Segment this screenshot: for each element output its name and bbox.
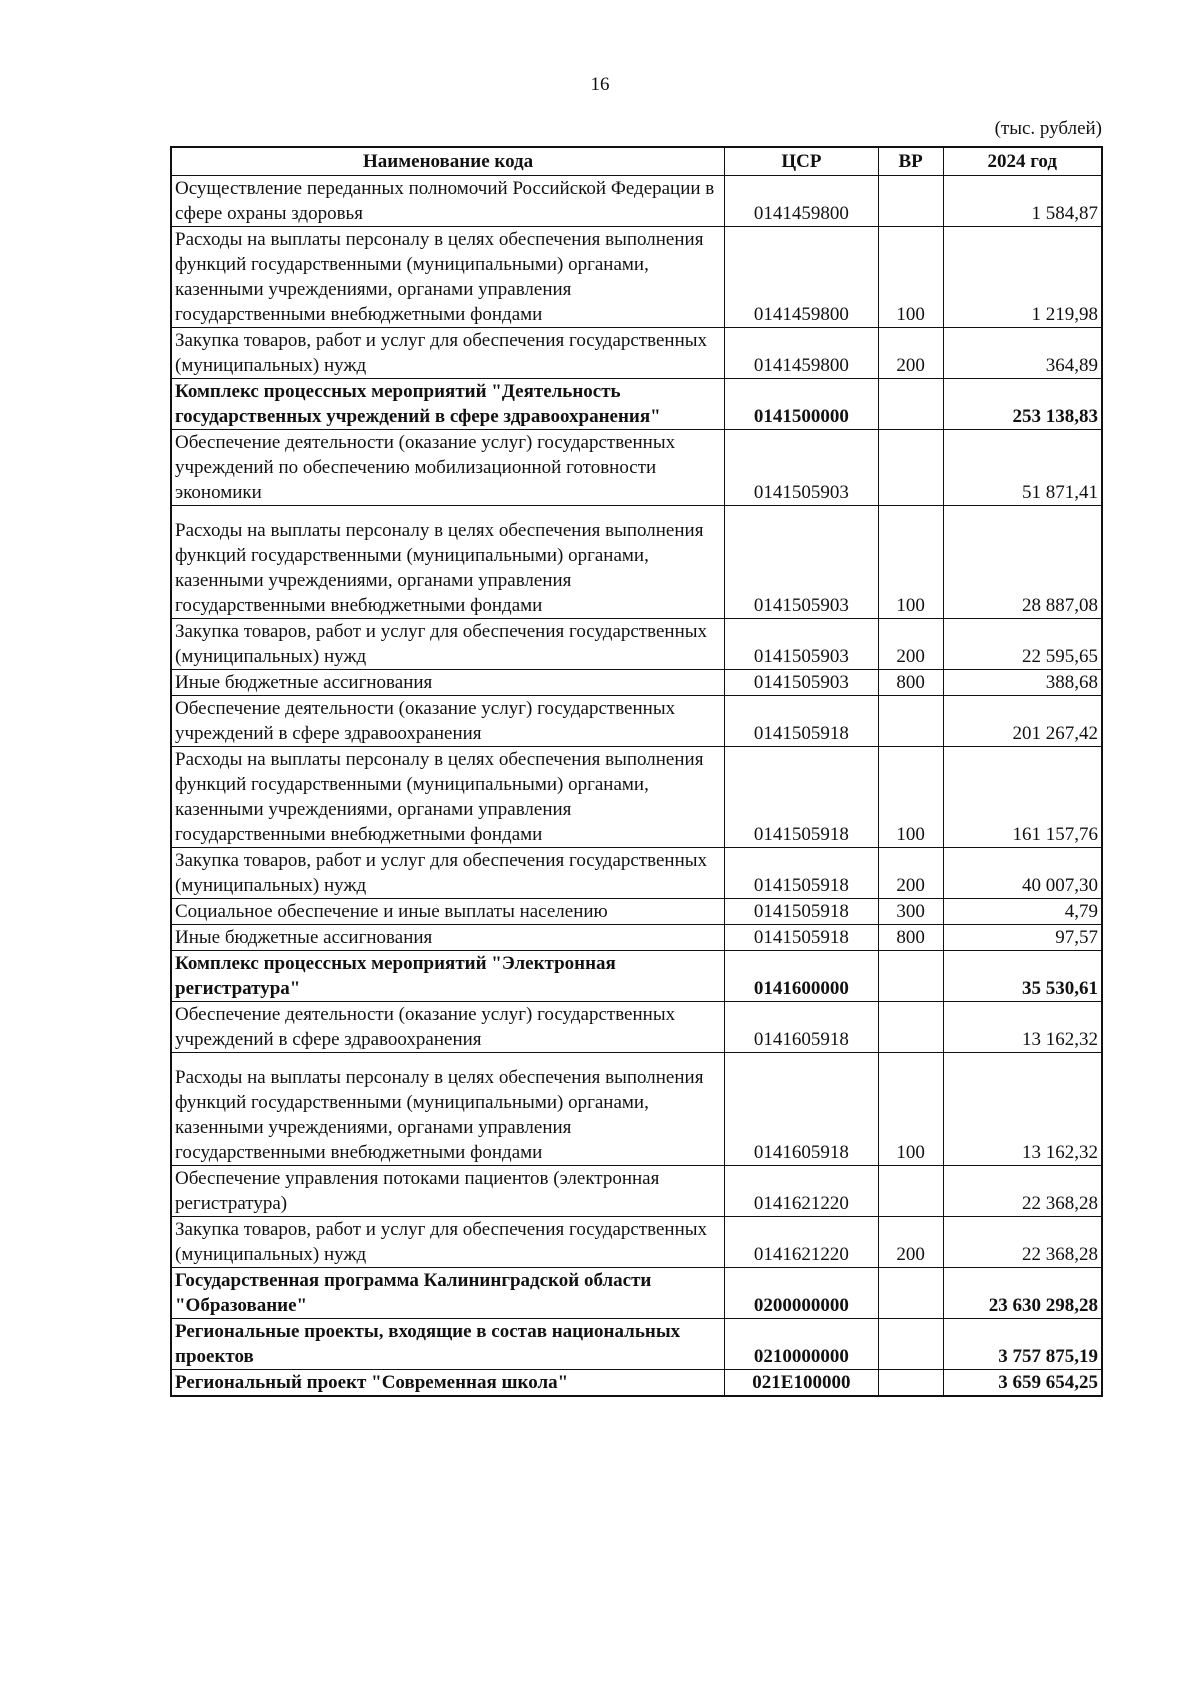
row-amount-cell: 51 871,41 bbox=[943, 430, 1102, 506]
row-vr-cell: 800 bbox=[878, 670, 943, 696]
row-vr-cell bbox=[878, 951, 943, 1002]
row-vr-cell: 200 bbox=[878, 848, 943, 899]
row-vr-cell: 200 bbox=[878, 328, 943, 379]
table-row bbox=[171, 1002, 1102, 1053]
table-row bbox=[171, 1370, 1102, 1397]
budget-table bbox=[170, 146, 1103, 1397]
row-csr-cell: 0141459800 bbox=[725, 227, 879, 328]
row-csr-cell: 0141605918 bbox=[725, 1053, 879, 1166]
header-csr: ЦСР bbox=[725, 147, 879, 176]
row-amount-cell: 13 162,32 bbox=[943, 1002, 1102, 1053]
row-vr-cell bbox=[878, 176, 943, 227]
table-row bbox=[171, 696, 1102, 747]
row-name-cell: Расходы на выплаты персоналу в целях обеспечения выполнения функций государственными (муниципальными) органами, казенными учреждениями, органами управления государственными внебюджетными фондами bbox=[171, 1053, 725, 1166]
row-amount-cell: 364,89 bbox=[943, 328, 1102, 379]
row-name-cell: Закупка товаров, работ и услуг для обеспечения государственных (муниципальных) нужд bbox=[171, 848, 725, 899]
row-amount-cell: 161 157,76 bbox=[943, 747, 1102, 848]
row-csr-cell: 0141505903 bbox=[725, 670, 879, 696]
row-csr-cell: 0200000000 bbox=[725, 1268, 879, 1319]
row-vr-cell: 200 bbox=[878, 1217, 943, 1268]
row-amount-cell: 35 530,61 bbox=[943, 951, 1102, 1002]
row-amount-cell: 13 162,32 bbox=[943, 1053, 1102, 1166]
row-name-cell: Социальное обеспечение и иные выплаты населению bbox=[171, 899, 725, 925]
units-label: (тыс. рублей) bbox=[994, 118, 1102, 139]
row-name-cell: Закупка товаров, работ и услуг для обеспечения государственных (муниципальных) нужд bbox=[171, 328, 725, 379]
row-csr-cell: 0141505918 bbox=[725, 848, 879, 899]
table-row bbox=[171, 1319, 1102, 1370]
row-name-cell: Расходы на выплаты персоналу в целях обеспечения выполнения функций государственными (муниципальными) органами, казенными учреждениями, органами управления государственными внебюджетными фондами bbox=[171, 747, 725, 848]
row-name-cell: Закупка товаров, работ и услуг для обеспечения государственных (муниципальных) нужд bbox=[171, 1217, 725, 1268]
row-name-cell: Обеспечение деятельности (оказание услуг) государственных учреждений в сфере здравоохранения bbox=[171, 1002, 725, 1053]
row-csr-cell: 0141505903 bbox=[725, 506, 879, 619]
table-row bbox=[171, 506, 1102, 619]
row-csr-cell: 0141505918 bbox=[725, 925, 879, 951]
row-name-cell: Обеспечение деятельности (оказание услуг) государственных учреждений в сфере здравоохранения bbox=[171, 696, 725, 747]
row-name-cell: Региональные проекты, входящие в состав национальных проектов bbox=[171, 1319, 725, 1370]
row-vr-cell: 100 bbox=[878, 227, 943, 328]
table-row bbox=[171, 430, 1102, 506]
row-name-cell: Осуществление переданных полномочий Российской Федерации в сфере охраны здоровья bbox=[171, 176, 725, 227]
row-name-cell: Обеспечение управления потоками пациентов (электронная регистратура) bbox=[171, 1166, 725, 1217]
row-amount-cell: 3 757 875,19 bbox=[943, 1319, 1102, 1370]
row-csr-cell: 0141600000 bbox=[725, 951, 879, 1002]
row-amount-cell: 28 887,08 bbox=[943, 506, 1102, 619]
table-row bbox=[171, 1217, 1102, 1268]
row-vr-cell bbox=[878, 1002, 943, 1053]
table-row bbox=[171, 619, 1102, 670]
table-row bbox=[171, 1166, 1102, 1217]
row-csr-cell: 0141605918 bbox=[725, 1002, 879, 1053]
row-vr-cell bbox=[878, 1166, 943, 1217]
header-year: 2024 год bbox=[943, 147, 1102, 176]
row-vr-cell: 100 bbox=[878, 1053, 943, 1166]
table-row bbox=[171, 925, 1102, 951]
row-amount-cell: 201 267,42 bbox=[943, 696, 1102, 747]
table-row bbox=[171, 747, 1102, 848]
row-amount-cell: 4,79 bbox=[943, 899, 1102, 925]
row-csr-cell: 0141505918 bbox=[725, 747, 879, 848]
table-header-row bbox=[171, 147, 1102, 176]
row-name-cell: Расходы на выплаты персоналу в целях обеспечения выполнения функций государственными (муниципальными) органами, казенными учреждениями, органами управления государственными внебюджетными фондами bbox=[171, 227, 725, 328]
page-number: 16 bbox=[590, 74, 610, 95]
row-csr-cell: 0141459800 bbox=[725, 328, 879, 379]
row-vr-cell bbox=[878, 430, 943, 506]
row-name-cell: Государственная программа Калининградской области "Образование" bbox=[171, 1268, 725, 1319]
table-body bbox=[171, 176, 1102, 1397]
row-vr-cell bbox=[878, 379, 943, 430]
row-amount-cell: 40 007,30 bbox=[943, 848, 1102, 899]
table-row bbox=[171, 176, 1102, 227]
row-amount-cell: 23 630 298,28 bbox=[943, 1268, 1102, 1319]
table-row bbox=[171, 1268, 1102, 1319]
row-vr-cell: 100 bbox=[878, 747, 943, 848]
row-amount-cell: 3 659 654,25 bbox=[943, 1370, 1102, 1397]
row-amount-cell: 22 595,65 bbox=[943, 619, 1102, 670]
row-csr-cell: 0141500000 bbox=[725, 379, 879, 430]
table-row bbox=[171, 379, 1102, 430]
row-name-cell: Региональный проект "Современная школа" bbox=[171, 1370, 725, 1397]
table-row bbox=[171, 227, 1102, 328]
row-csr-cell: 0141621220 bbox=[725, 1166, 879, 1217]
row-csr-cell: 0141505903 bbox=[725, 430, 879, 506]
row-vr-cell: 100 bbox=[878, 506, 943, 619]
row-name-cell: Закупка товаров, работ и услуг для обеспечения государственных (муниципальных) нужд bbox=[171, 619, 725, 670]
table-row bbox=[171, 951, 1102, 1002]
row-vr-cell bbox=[878, 1319, 943, 1370]
row-csr-cell: 0141621220 bbox=[725, 1217, 879, 1268]
row-vr-cell bbox=[878, 1370, 943, 1397]
row-csr-cell: 0141459800 bbox=[725, 176, 879, 227]
row-csr-cell: 0141505903 bbox=[725, 619, 879, 670]
row-amount-cell: 22 368,28 bbox=[943, 1166, 1102, 1217]
row-name-cell: Комплекс процессных мероприятий "Деятельность государственных учреждений в сфере здравоохранения" bbox=[171, 379, 725, 430]
row-csr-cell: 021Е100000 bbox=[725, 1370, 879, 1397]
row-vr-cell: 300 bbox=[878, 899, 943, 925]
row-amount-cell: 22 368,28 bbox=[943, 1217, 1102, 1268]
table-row bbox=[171, 848, 1102, 899]
row-name-cell: Иные бюджетные ассигнования bbox=[171, 670, 725, 696]
row-csr-cell: 0141505918 bbox=[725, 899, 879, 925]
row-amount-cell: 253 138,83 bbox=[943, 379, 1102, 430]
row-csr-cell: 0210000000 bbox=[725, 1319, 879, 1370]
row-name-cell: Комплекс процессных мероприятий "Электронная регистратура" bbox=[171, 951, 725, 1002]
row-csr-cell: 0141505918 bbox=[725, 696, 879, 747]
header-name: Наименование кода bbox=[171, 147, 725, 176]
row-name-cell: Иные бюджетные ассигнования bbox=[171, 925, 725, 951]
table-row bbox=[171, 328, 1102, 379]
row-amount-cell: 97,57 bbox=[943, 925, 1102, 951]
row-amount-cell: 388,68 bbox=[943, 670, 1102, 696]
row-name-cell: Расходы на выплаты персоналу в целях обеспечения выполнения функций государственными (муниципальными) органами, казенными учреждениями, органами управления государственными внебюджетными фондами bbox=[171, 506, 725, 619]
row-amount-cell: 1 219,98 bbox=[943, 227, 1102, 328]
row-vr-cell bbox=[878, 1268, 943, 1319]
row-vr-cell bbox=[878, 696, 943, 747]
header-vr: ВР bbox=[878, 147, 943, 176]
table-row bbox=[171, 1053, 1102, 1166]
row-amount-cell: 1 584,87 bbox=[943, 176, 1102, 227]
table-row bbox=[171, 670, 1102, 696]
row-vr-cell: 200 bbox=[878, 619, 943, 670]
row-vr-cell: 800 bbox=[878, 925, 943, 951]
row-name-cell: Обеспечение деятельности (оказание услуг) государственных учреждений по обеспечению мобилизационной готовности экономики bbox=[171, 430, 725, 506]
table-row bbox=[171, 899, 1102, 925]
